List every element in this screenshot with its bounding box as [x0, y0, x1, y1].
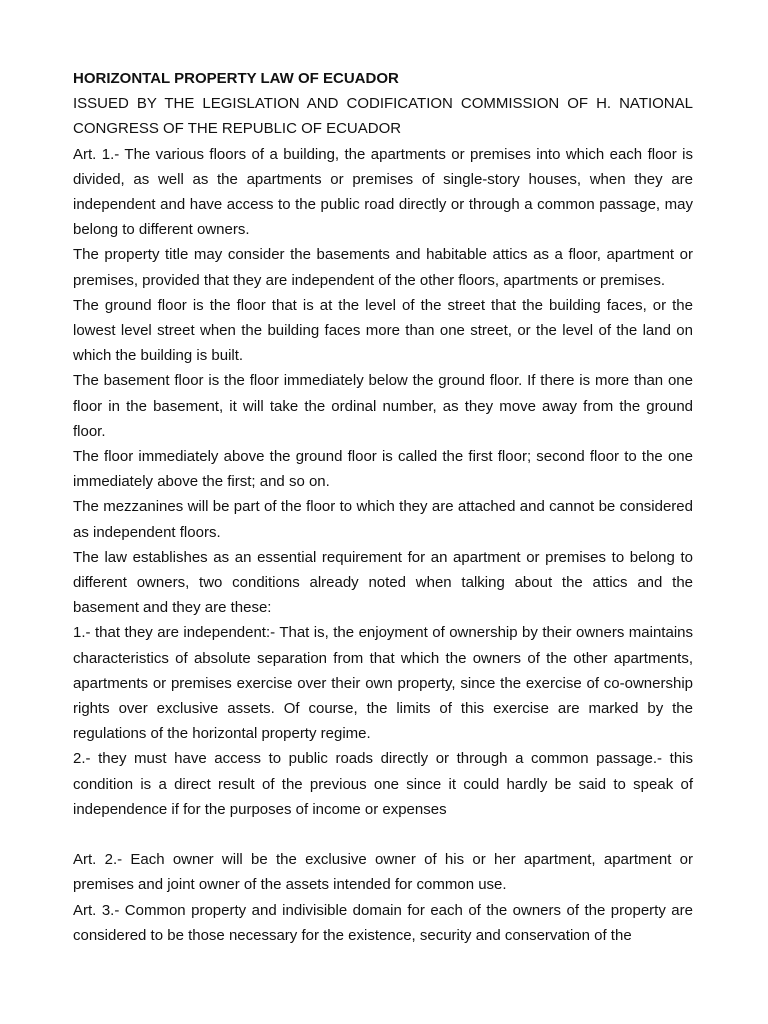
- paragraph-spacer: [73, 822, 693, 847]
- document-title: HORIZONTAL PROPERTY LAW OF ECUADOR: [73, 70, 399, 87]
- paragraph-art3: Art. 3.- Common property and indivisible domain for each of the owners of the property are considered to be those necessary for the existence, security and conservation of the: [73, 901, 693, 944]
- document-subtitle: ISSUED BY THE LEGISLATION AND CODIFICATION COMMISSION OF H. NATIONAL CONGRESS OF THE REPUBLIC OF ECUADOR: [73, 95, 693, 138]
- paragraph-property-title: The property title may consider the basements and habitable attics as a floor, apartment or premises, provided that they are independent of the other floors, apartments or premises.: [73, 246, 693, 289]
- document-page: [73, 66, 693, 948]
- paragraph-art1: Art. 1.- The various floors of a building, the apartments or premises into which each floor is divided, as well as the apartments or premises of single-story houses, when they are independent and have access to the public road directly or through a common passage, may belong to different owners.: [73, 145, 693, 239]
- paragraph-mezzanines: The mezzanines will be part of the floor to which they are attached and cannot be considered as independent floors.: [73, 498, 693, 541]
- paragraph-art2: Art. 2.- Each owner will be the exclusive owner of his or her apartment, apartment or premises and joint owner of the assets intended for common use.: [73, 851, 693, 894]
- paragraph-condition-2: 2.- they must have access to public roads directly or through a common passage.- this condition is a direct result of the previous one since it could hardly be said to speak of independence if for the purposes of income or expenses: [73, 750, 693, 818]
- paragraph-basement-floor: The basement floor is the floor immediately below the ground floor. If there is more than one floor in the basement, it will take the ordinal number, as they move away from the ground floor.: [73, 372, 693, 440]
- paragraph-requirements: The law establishes as an essential requirement for an apartment or premises to belong to different owners, two conditions already noted when talking about the attics and the basement and they are these:: [73, 548, 693, 617]
- paragraph-condition-1: 1.- that they are independent:- That is, the enjoyment of ownership by their owners maintains characteristics of absolute separation from that which the owners of the other apartments, apartments or premises exercise over their own property, since the exercise of co-ownership rights over exclusive assets. Of course, the limits of this exercise are marked by the regulations of the horizontal property regime.: [73, 624, 693, 743]
- paragraph-first-floor: The floor immediately above the ground floor is called the first floor; second floor to the one immediately above the first; and so on.: [73, 448, 693, 491]
- paragraph-ground-floor: The ground floor is the floor that is at the level of the street that the building faces, or the lowest level street when the building faces more than one street, or the level of the land on which the building is built.: [73, 296, 693, 365]
